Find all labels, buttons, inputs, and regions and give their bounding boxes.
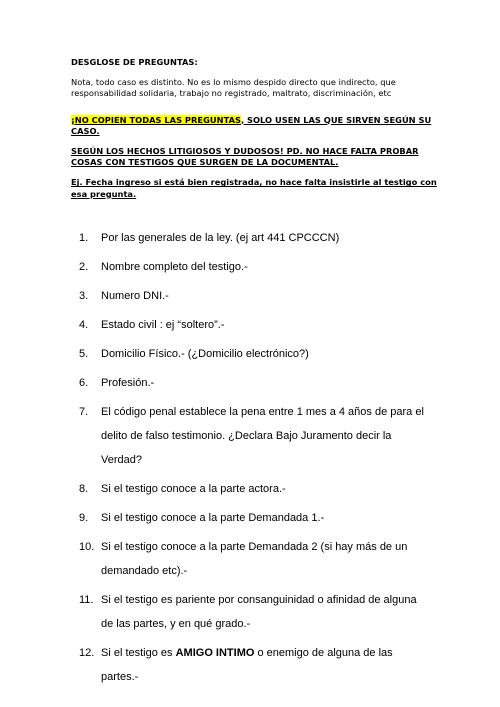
list-item bbox=[79, 342, 431, 366]
list-item-number: 5. bbox=[79, 348, 89, 360]
list-item bbox=[79, 641, 431, 689]
litigious-paragraph: SEGÚN LOS HECHOS LITIGIOSOS Y DUDOSOS! PD. NO HACE FALTA PROBAR COSAS CON TESTIGOS QUE SURGEN DE LA DOCUMENTAL. bbox=[71, 145, 419, 168]
list-item bbox=[79, 371, 431, 395]
list-item-text-bold: AMIGO INTIMO bbox=[175, 647, 255, 659]
document-title: DESGLOSE DE PREGUNTAS: bbox=[71, 57, 198, 67]
list-item-number: 8. bbox=[79, 483, 89, 495]
list-item-number: 6. bbox=[79, 377, 89, 389]
list-item-number: 2. bbox=[79, 261, 89, 273]
list-item bbox=[79, 400, 431, 472]
list-item-text bbox=[101, 647, 393, 683]
list-item-number: 3. bbox=[79, 290, 89, 302]
list-item bbox=[79, 477, 431, 501]
warning-paragraph bbox=[71, 115, 441, 137]
warning-highlight: ¡NO COPIEN TODAS LAS PREGUNTAS bbox=[71, 114, 241, 125]
list-item bbox=[79, 284, 431, 308]
list-item bbox=[79, 535, 431, 583]
list-item-text: Estado civil : ej “soltero”.- bbox=[101, 319, 225, 331]
list-item bbox=[79, 588, 431, 636]
list-item bbox=[79, 506, 431, 530]
document-header bbox=[71, 57, 441, 209]
list-item bbox=[79, 255, 431, 279]
list-item-text: Profesión.- bbox=[101, 377, 155, 389]
list-item-text: Numero DNI.- bbox=[101, 290, 169, 302]
list-item-number: 9. bbox=[79, 512, 89, 524]
list-item bbox=[79, 226, 431, 250]
warning-rest: , SOLO USEN LAS QUE SIRVEN SEGÚN SU CASO. bbox=[71, 114, 432, 136]
list-item-text: Si el testigo conoce a la parte actora.- bbox=[101, 483, 286, 495]
list-item-text: Si el testigo conoce a la parte Demandada 1.- bbox=[101, 512, 325, 524]
list-item-text: Si el testigo es pariente por consanguinidad o afinidad de alguna de las partes, y en qué grado.- bbox=[101, 594, 417, 630]
example-paragraph: Ej. Fecha ingreso si está bien registrada, no hace falta insistirle al testigo con esa pregunta. bbox=[71, 177, 437, 199]
list-item-text: Domicilio Físico.- (¿Domicilio electrónico?) bbox=[101, 348, 309, 360]
list-item-text-after: o enemigo de alguna de las partes.- bbox=[101, 647, 393, 683]
list-item-text: Por las generales de la ley. (ej art 441 CPCCCN) bbox=[101, 232, 340, 244]
list-item-number: 10. bbox=[79, 541, 95, 553]
list-item-text: El código penal establece la pena entre 1 mes a 4 años de para el delito de falso testimonio. ¿Declara Bajo Juramento decir la Verdad? bbox=[101, 406, 424, 466]
list-item-number: 11. bbox=[79, 594, 94, 606]
list-item-number: 12. bbox=[79, 647, 95, 659]
list-item-text: Nombre completo del testigo.- bbox=[101, 261, 248, 273]
list-item-number: 4. bbox=[79, 319, 89, 331]
list-item-text: Si el testigo conoce a la parte Demandada 2 (si hay más de un demandado etc).- bbox=[101, 541, 408, 577]
note-paragraph: Nota, todo caso es distinto. No es lo mismo despido directo que indirecto, que responsabilidad solidaria, trabajo no registrado, maltrato, discriminación, etc bbox=[71, 77, 396, 99]
questions-list bbox=[79, 226, 431, 694]
list-item-number: 1. bbox=[79, 232, 89, 244]
list-item-text-before: Si el testigo es bbox=[101, 647, 176, 659]
list-item bbox=[79, 313, 431, 337]
list-item-number: 7. bbox=[79, 406, 89, 418]
